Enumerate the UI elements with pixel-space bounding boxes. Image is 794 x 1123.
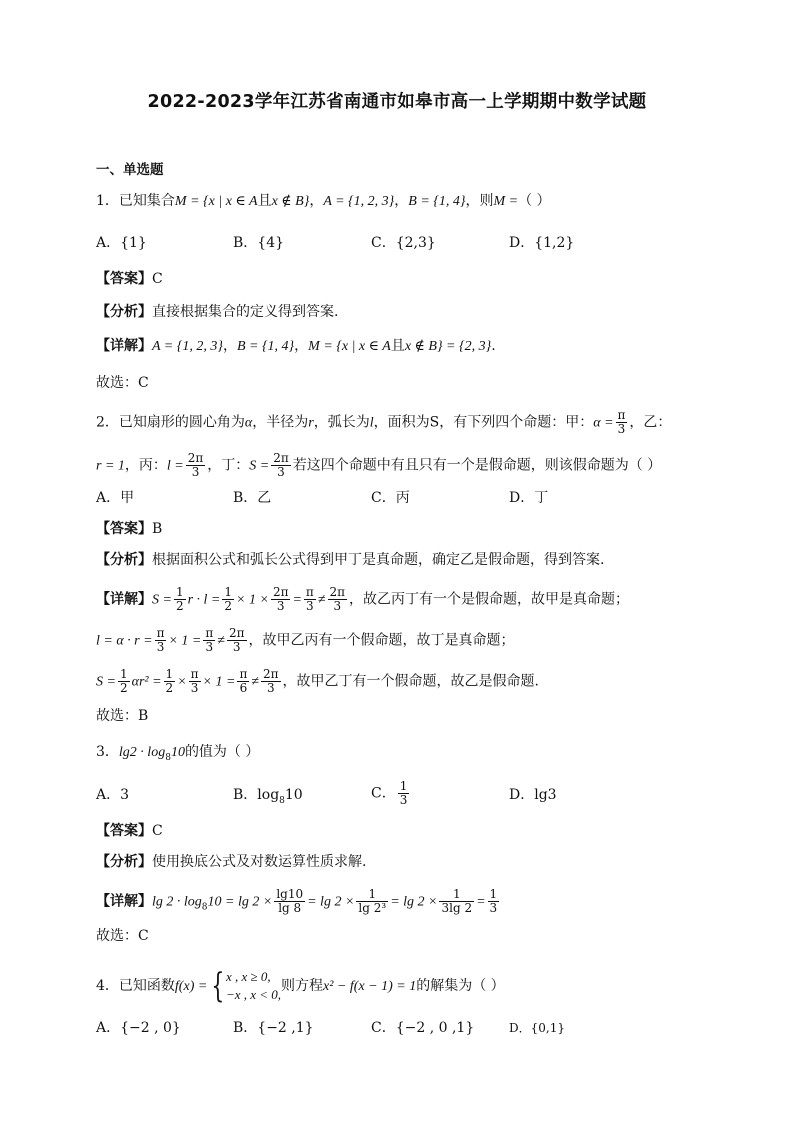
- q4-case1: x , x ≥ 0,: [225, 969, 271, 984]
- d3-x1: × 1 =: [202, 674, 236, 690]
- q1-stem: [96, 191, 551, 212]
- d3-x: ×: [177, 674, 187, 690]
- d3-text: ，故甲乙丁有一个假命题，故乙是假命题.: [282, 673, 539, 690]
- q1-option-b: B．{4}: [233, 235, 285, 251]
- q2-text4: ，面积为S，有下列四个命题：甲：: [373, 414, 594, 431]
- q1-analysis: [96, 302, 338, 322]
- d1-times: × 1 ×: [236, 592, 269, 608]
- frac-den: 2: [119, 681, 128, 695]
- q4-stem: [96, 968, 505, 1004]
- analysis-label: 【分析】: [96, 854, 152, 870]
- q2-bing-label: ，丙：: [124, 457, 167, 474]
- q3-d-c: = lg 2 ×: [307, 894, 355, 910]
- q2-stem-line1: [96, 409, 671, 436]
- q1-analysis-text: 直接根据集合的定义得到答案.: [152, 304, 339, 320]
- q2-detail-line2: [96, 627, 515, 654]
- frac-num: 1: [175, 585, 184, 599]
- d3-2pi3: [261, 668, 281, 695]
- q2-alpha: α: [244, 415, 253, 431]
- q1-detail-result: x ∉ B} = {2, 3}: [404, 339, 492, 354]
- frac-num: 2π: [329, 585, 346, 599]
- q3-analysis-text: 使用换底公式及对数运算性质求解.: [152, 854, 367, 870]
- frac-den: lg 8: [278, 901, 302, 915]
- frac-den: 3: [191, 465, 200, 479]
- frac-num: 1: [399, 779, 408, 793]
- q1-option-d: D．{1,2}: [509, 235, 575, 251]
- frac-den: 3: [266, 681, 275, 695]
- q4-text2: 则方程: [281, 978, 324, 994]
- q1-option-c: C．{2,3}: [371, 235, 436, 251]
- q3-text: 的值为（ ）: [184, 744, 260, 760]
- q3-d-d: = lg 2 ×: [390, 894, 438, 910]
- q3-ten: 10: [170, 745, 185, 760]
- q3-d-frac2: [356, 888, 388, 915]
- frac-den: 3: [190, 681, 199, 695]
- q1-sep2: ，: [394, 193, 409, 209]
- q4-option-c: C．{−2 , 0 ,1}: [371, 1020, 475, 1036]
- q2-yi: r = 1: [96, 458, 125, 474]
- frac-num: 1: [165, 667, 174, 681]
- q3-d-a: lg 2 · log: [152, 894, 202, 910]
- q3-optc-label: C．: [371, 785, 396, 802]
- q3-optb-log: B．log: [233, 787, 280, 803]
- q2-ding-lhs: S =: [249, 458, 270, 474]
- d2-ne: ≠: [217, 633, 225, 649]
- q2-answer: [96, 519, 162, 539]
- d3-s: S =: [96, 674, 116, 690]
- q1-blank: （ ）: [518, 193, 551, 209]
- q1-detail: [96, 336, 496, 357]
- d2-2pi3: [227, 627, 247, 654]
- q4-eq: x² − f(x − 1) = 1: [323, 979, 417, 994]
- q1-set-a: A = {1, 2, 3}: [323, 194, 395, 209]
- q4-case2: −x , x < 0,: [225, 987, 282, 1002]
- q2-answer-value: B: [152, 521, 163, 537]
- frac-num: 1: [489, 887, 498, 901]
- frac-num: 1: [439, 888, 474, 902]
- d1-pi3: [304, 586, 316, 613]
- frac-den: 3: [489, 901, 498, 915]
- q1-detail-a: A = {1, 2, 3}: [152, 339, 223, 354]
- d1-ne: ≠: [317, 592, 326, 608]
- frac-den: 2: [175, 599, 184, 613]
- answer-label: 【答案】: [96, 823, 152, 839]
- q1-answer-value: C: [152, 271, 163, 287]
- q2-conclusion: 故选：B: [96, 708, 149, 724]
- d3-ar: αr² =: [131, 674, 162, 690]
- q3-detail: [96, 888, 501, 917]
- d2-text: ，故甲乙丙有一个假命题，故丁是真命题；: [248, 632, 515, 649]
- q1-detail-dot: .: [491, 338, 496, 354]
- frac-den: 3: [156, 640, 165, 654]
- q4-brace: {: [211, 966, 225, 1006]
- q2-text3: ，弧长为: [313, 414, 370, 431]
- q3-d-frac3: [439, 888, 474, 915]
- q1-set-b: B = {1, 4}: [408, 194, 466, 209]
- q2-text5: ，乙：: [629, 414, 672, 431]
- q1-then: ，则: [465, 193, 494, 209]
- d3-half2: [164, 668, 176, 695]
- frac-den: 3: [306, 599, 314, 613]
- q2-detail-line3: [96, 668, 539, 695]
- q1-and: 且: [257, 193, 272, 209]
- d1-s: S =: [152, 592, 172, 608]
- d1-2pi3: [271, 586, 291, 613]
- q3-answer: [96, 821, 163, 841]
- d3-pi6: [237, 668, 249, 695]
- q3-d-sub: 8: [201, 902, 208, 913]
- answer-label: 【答案】: [96, 521, 152, 537]
- q3-sub8: 8: [165, 752, 171, 763]
- analysis-label: 【分析】: [96, 552, 152, 568]
- frac-num: π: [617, 408, 626, 422]
- q3-num: 3．: [96, 744, 119, 760]
- frac-num: 2π: [187, 451, 204, 465]
- frac-num: lg10: [276, 887, 304, 901]
- detail-label: 【详解】: [96, 893, 152, 910]
- frac-den: 6: [239, 681, 248, 695]
- q1-answer: [96, 269, 163, 289]
- d2-pi3b: [203, 627, 215, 654]
- analysis-label: 【分析】: [96, 304, 152, 320]
- q2-stem-line2: [96, 452, 661, 479]
- detail-label: 【详解】: [96, 591, 152, 608]
- d1-2pi3b: [328, 586, 348, 613]
- q4-fx: f(x) =: [174, 979, 208, 994]
- q1-set-m-cond: x ∉ B}: [271, 194, 310, 209]
- frac-num: π: [305, 585, 314, 599]
- q3-optc-frac: [398, 780, 410, 807]
- detail-label: 【详解】: [96, 338, 152, 354]
- q3-stem: [96, 742, 259, 768]
- q3-d-frac4: [488, 888, 500, 915]
- q3-option-c: [371, 780, 411, 807]
- q1-stem-text: 1．已知集合: [96, 193, 175, 209]
- q2-bing-frac: [186, 452, 206, 479]
- q1-detail-sep2: ，: [294, 338, 309, 354]
- q2-analysis: [96, 550, 604, 570]
- q3-analysis: [96, 852, 366, 872]
- d3-pi3: [189, 668, 201, 695]
- q3-optb-sub: 8: [279, 795, 285, 806]
- d3-ne: ≠: [251, 674, 260, 690]
- q1-detail-m: M = {x | x ∈ A: [308, 339, 391, 354]
- q1-detail-sep: ，: [222, 338, 237, 354]
- frac-den: 3lg 2: [441, 901, 473, 915]
- q2-text1: 2．已知扇形的圆心角为: [96, 414, 245, 431]
- q4-option-d: D．{0,1}: [509, 1021, 565, 1035]
- answer-label: 【答案】: [96, 271, 152, 287]
- d1-eq: =: [292, 592, 302, 608]
- frac-den: lg 2³: [358, 901, 387, 915]
- q2-jia-lhs: α =: [593, 415, 614, 431]
- frac-num: π: [156, 626, 165, 640]
- q2-text6: 若这四个命题中有且只有一个是假命题，则该假命题为（ ）: [292, 457, 662, 474]
- q3-conclusion: 故选：C: [96, 928, 149, 944]
- q3-optb-ten: 10: [284, 787, 303, 803]
- q3-d-frac1: [274, 888, 305, 915]
- frac-den: 3: [276, 599, 285, 613]
- q4-text1: 4．已知函数: [96, 978, 175, 994]
- q3-d-e: =: [476, 894, 486, 910]
- frac-num: 1: [224, 585, 233, 599]
- q3-option-b: [233, 785, 303, 811]
- d1-text: ，故乙丙丁有一个是假命题，故甲是真命题；: [349, 591, 630, 608]
- q2-option-c: C．丙: [371, 490, 410, 506]
- section-heading: 一、单选题: [96, 162, 164, 178]
- q1-conclusion: 故选：C: [96, 375, 149, 391]
- q4-option-a: A．{−2 , 0}: [96, 1020, 181, 1036]
- frac-num: 2π: [273, 451, 289, 465]
- q2-jia-frac: [616, 409, 628, 436]
- q3-option-d: D．lg3: [509, 787, 557, 803]
- d2-pi3: [155, 627, 167, 654]
- q4-cases: [226, 968, 281, 1004]
- frac-den: 2: [165, 681, 174, 695]
- frac-den: 3: [399, 793, 408, 807]
- frac-num: 2π: [263, 667, 279, 681]
- frac-den: 2: [224, 599, 233, 613]
- q2-l: l: [369, 415, 374, 431]
- d3-half: [118, 668, 130, 695]
- q2-text2: ，半径为: [252, 414, 309, 431]
- d2-l: l = α · r =: [96, 633, 153, 649]
- q3-expr: lg2 · log: [118, 745, 166, 760]
- frac-num: π: [239, 667, 248, 681]
- q2-ding-label: ，丁：: [207, 457, 250, 474]
- frac-num: π: [205, 626, 214, 640]
- page-title: 2022-2023学年江苏省南通市如皋市高一上学期期中数学试题: [147, 92, 647, 112]
- frac-num: 1: [119, 667, 128, 681]
- q2-analysis-text: 根据面积公式和弧长公式得到甲丁是真命题，确定乙是假命题，得到答案.: [152, 552, 605, 568]
- q2-option-a: A．甲: [96, 490, 135, 506]
- frac-num: π: [190, 667, 199, 681]
- q4-text3: 的解集为（ ）: [416, 978, 505, 994]
- d1-half: [174, 586, 186, 613]
- frac-den: 3: [333, 599, 342, 613]
- frac-den: 3: [205, 640, 214, 654]
- d2-x1: × 1 =: [168, 633, 202, 649]
- q1-m-eq: M =: [493, 194, 519, 209]
- q2-detail-line1: [96, 586, 629, 613]
- frac-num: 2π: [228, 626, 245, 640]
- q3-d-b: 10 = lg 2 ×: [207, 894, 273, 910]
- q2-ding-frac: [271, 452, 291, 479]
- q1-sep: ，: [309, 193, 324, 209]
- q2-option-d: D．丁: [509, 490, 549, 506]
- q1-detail-b: B = {1, 4}: [236, 339, 295, 354]
- q4-option-b: B．{−2 ,1}: [233, 1020, 314, 1036]
- q1-option-a: A．{1}: [96, 235, 147, 251]
- q1-detail-and: 且: [390, 338, 405, 354]
- frac-num: 2π: [272, 585, 289, 599]
- q2-bing-lhs: l =: [166, 458, 184, 474]
- q1-set-m: M = {x | x ∈ A: [174, 194, 258, 209]
- q2-r: r: [308, 415, 314, 431]
- q3-option-a: A．3: [96, 787, 130, 803]
- d1-rl: r · l =: [187, 592, 221, 608]
- frac-den: 3: [232, 640, 241, 654]
- d1-half2: [222, 586, 234, 613]
- frac-num: 1: [356, 888, 388, 902]
- frac-den: 3: [277, 465, 285, 479]
- q3-answer-value: C: [152, 823, 163, 839]
- frac-den: 3: [617, 422, 626, 436]
- q2-option-b: B．乙: [233, 490, 272, 506]
